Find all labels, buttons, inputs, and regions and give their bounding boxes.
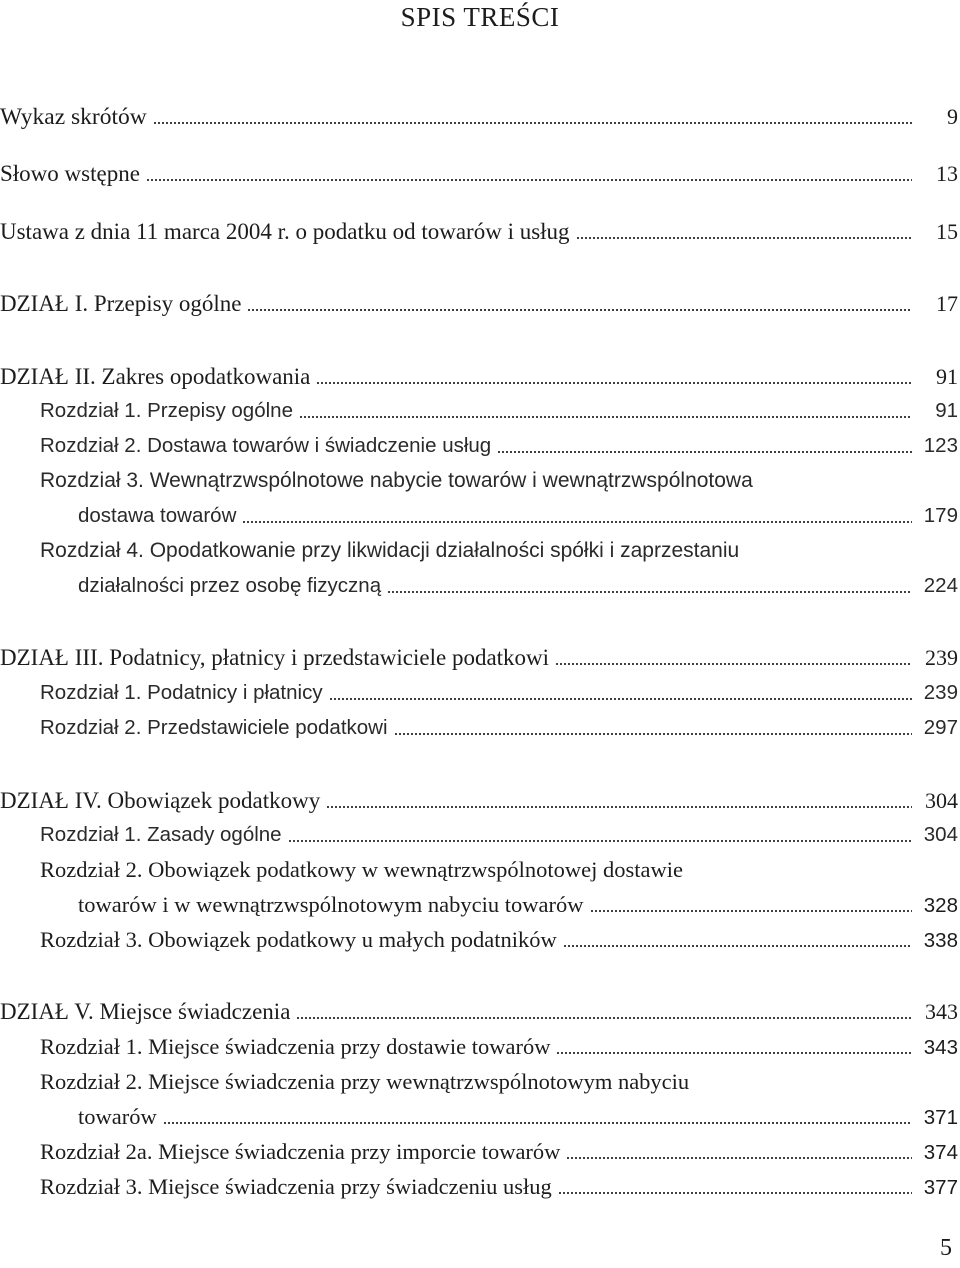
toc-entry-title: dostawa towarów — [78, 504, 237, 527]
toc-entry-dzial-3[interactable] — [0, 642, 958, 674]
toc-entry-page: 91 — [936, 364, 958, 389]
toc-entry-title: Rozdział 3. Miejsce świadczenia przy świadczeniu usług — [40, 1174, 552, 1199]
leader-dots — [242, 521, 912, 523]
leader-dots — [590, 910, 912, 912]
toc-entry-dzial-1[interactable] — [0, 288, 958, 320]
toc-entry-page: 91 — [935, 399, 958, 422]
toc-entry-page: 15 — [936, 219, 958, 244]
toc-entry-title: Wykaz skrótów — [0, 104, 147, 130]
leader-dots — [146, 179, 912, 181]
leader-dots — [555, 663, 912, 665]
leader-dots — [394, 733, 912, 735]
toc-entry-page: 343 — [923, 1036, 958, 1059]
toc-entry-dzial-4-rozdzial-3[interactable] — [40, 924, 958, 956]
toc-entry-title: DZIAŁ IV. Obowiązek podatkowy — [0, 788, 321, 813]
toc-entry-dzial-3-rozdzial-2[interactable] — [40, 712, 958, 744]
toc-entry-page: 239 — [925, 645, 958, 670]
toc-entry-dzial-4-rozdzial-2[interactable] — [78, 889, 958, 921]
toc-entry-dzial-2-rozdzial-3-line1[interactable]: Rozdział 3. Wewnątrzwspólnotowe nabycie towarów i wewnątrzwspólnotowa — [40, 469, 753, 492]
leader-dots — [153, 122, 912, 124]
toc-entry-dzial-2-rozdzial-3[interactable] — [78, 500, 958, 532]
toc-entry-dzial-4-rozdzial-2-line1[interactable]: Rozdział 2. Obowiązek podatkowy w wewnątrzwspólnotowej dostawie — [40, 857, 683, 882]
page-title: SPIS TREŚCI — [400, 2, 560, 32]
toc-entry-dzial-5-rozdzial-2a[interactable] — [40, 1136, 958, 1168]
toc-entry-page: 17 — [936, 291, 958, 316]
toc-entry-dzial-5-rozdzial-2[interactable] — [78, 1101, 958, 1133]
toc-entry-ustawa[interactable] — [0, 216, 958, 248]
toc-entry-title: Rozdział 2. Dostawa towarów i świadczenie usług — [40, 434, 492, 457]
leader-dots — [576, 237, 912, 239]
leader-dots — [247, 309, 912, 311]
toc-entry-title: towarów — [78, 1104, 157, 1129]
leader-dots — [316, 382, 912, 384]
leader-dots — [563, 945, 912, 947]
toc-entry-page: 179 — [923, 504, 958, 527]
toc-entry-dzial-2-rozdzial-4-line1[interactable]: Rozdział 4. Opodatkowanie przy likwidacji działalności spółki i zaprzestaniu — [40, 539, 740, 562]
toc-entry-title: Rozdział 2. Przedstawiciele podatkowi — [40, 716, 388, 739]
leader-dots — [326, 806, 912, 808]
toc-entry-title: Rozdział 1. Miejsce świadczenia przy dostawie towarów — [40, 1034, 551, 1059]
leader-dots — [497, 451, 912, 453]
toc-entry-title: DZIAŁ V. Miejsce świadczenia — [0, 999, 291, 1024]
toc-entry-title: Rozdział 2a. Miejsce świadczenia przy imporcie towarów — [40, 1139, 561, 1164]
toc-entry-title: Rozdział 3. Obowiązek podatkowy u małych podatników — [40, 927, 557, 952]
leader-dots — [299, 416, 912, 418]
toc-entry-title: DZIAŁ I. Przepisy ogólne — [0, 291, 242, 316]
toc-entry-dzial-2-rozdzial-1[interactable] — [40, 395, 958, 427]
toc-entry-dzial-2-rozdzial-4[interactable] — [78, 570, 958, 602]
toc-entry-title: Słowo wstępne — [0, 161, 140, 186]
leader-dots — [556, 1052, 912, 1054]
toc-entry-dzial-4[interactable] — [0, 785, 958, 817]
toc-entry-title: DZIAŁ III. Podatnicy, płatnicy i przedstawiciele podatkowi — [0, 645, 550, 670]
leader-dots — [387, 591, 912, 593]
toc-entry-page: 13 — [936, 161, 958, 186]
toc-entry-page: 343 — [925, 999, 958, 1024]
toc-entry-title: działalności przez osobę fizyczną — [78, 574, 382, 597]
toc-entry-dzial-2[interactable] — [0, 361, 958, 393]
toc-entry-page: 371 — [923, 1106, 958, 1129]
page-number: 5 — [940, 1235, 952, 1261]
toc-entry-dzial-5-rozdzial-1[interactable] — [40, 1031, 958, 1063]
toc-entry-title: towarów i w wewnątrzwspólnotowym nabyciu towarów — [78, 892, 584, 917]
leader-dots — [566, 1157, 912, 1159]
toc-entry-dzial-5[interactable] — [0, 996, 958, 1028]
toc-entry-dzial-5-rozdzial-2-line1[interactable]: Rozdział 2. Miejsce świadczenia przy wewnątrzwspólnotowym nabyciu — [40, 1069, 690, 1094]
toc-entry-dzial-4-rozdzial-1[interactable] — [40, 819, 958, 851]
toc-entry-page: 304 — [923, 823, 958, 846]
toc-entry-dzial-3-rozdzial-1[interactable] — [40, 677, 958, 709]
leader-dots — [288, 840, 912, 842]
toc-entry-title: DZIAŁ II. Zakres opodatkowania — [0, 364, 311, 389]
toc-entry-page: 304 — [925, 788, 958, 813]
leader-dots — [329, 698, 912, 700]
toc-entry-title: Rozdział 1. Podatnicy i płatnicy — [40, 681, 323, 704]
toc-entry-page: 123 — [923, 434, 958, 457]
toc-entry-wykaz-skrotow[interactable] — [0, 101, 958, 133]
toc-entry-page: 9 — [947, 104, 958, 129]
toc-entry-title: Rozdział 1. Zasady ogólne — [40, 823, 282, 846]
toc-entry-page: 328 — [923, 894, 958, 917]
leader-dots — [558, 1192, 912, 1194]
toc-entry-page: 374 — [923, 1141, 958, 1164]
leader-dots — [163, 1122, 912, 1124]
toc-entry-dzial-5-rozdzial-3[interactable] — [40, 1171, 958, 1203]
toc-entry-page: 239 — [923, 681, 958, 704]
toc-entry-title: Rozdział 1. Przepisy ogólne — [40, 399, 293, 422]
toc-entry-page: 297 — [923, 716, 958, 739]
toc-entry-slowo-wstepne[interactable] — [0, 158, 958, 190]
toc-entry-page: 377 — [923, 1176, 958, 1199]
leader-dots — [296, 1017, 912, 1019]
toc-entry-dzial-2-rozdzial-2[interactable] — [40, 430, 958, 462]
toc-entry-page: 224 — [923, 574, 958, 597]
toc-entry-title: Ustawa z dnia 11 marca 2004 r. o podatku od towarów i usług — [0, 219, 570, 244]
toc-entry-page: 338 — [923, 929, 958, 952]
